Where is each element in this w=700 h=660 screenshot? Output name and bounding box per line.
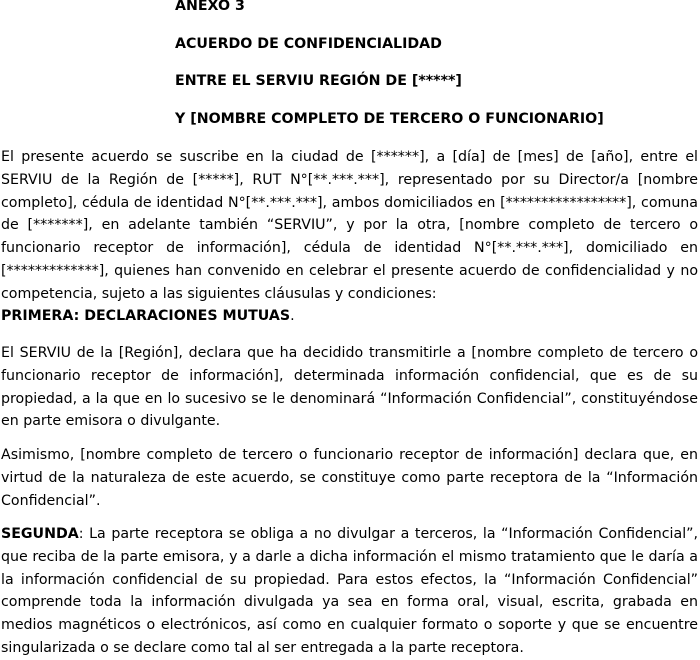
primera-paragraph-2: Asimismo, [nombre completo de tercero o funcionario receptor de información] declara que, en virtud de la naturaleza de este acuerdo, se constituye como parte receptora de la “Información Confidencial”. — [1, 447, 698, 509]
section-primera-title: PRIMERA: DECLARACIONES MUTUAS — [1, 308, 291, 324]
between-line: ENTRE EL SERVIU REGIÓN DE [*****] — [175, 73, 462, 89]
annex-label: ANEXO 3 — [175, 0, 245, 14]
primera-paragraph-1: El SERVIU de la [Región], declara que ha decidido transmitirle a [nombre completo de tercero o funcionario receptor de información], determinada información confidencial, que es de su propiedad, a la que en lo sucesivo se le denominará “Información Confidencial”, constituyéndose en parte emisora o divulgante. — [1, 345, 698, 430]
document-title: ACUERDO DE CONFIDENCIALIDAD — [175, 36, 442, 52]
section-primera-period: . — [290, 308, 295, 324]
segunda-text: : La parte receptora se obliga a no divulgar a terceros, la “Información Confidencial”, que reciba de la parte emisora, y a darle a dicha información el mismo tratamiento que le daría a la información confidencial de su propiedad. Para estos efectos, la “Información Confidencial” comprende toda la información divulgada ya sea en forma oral, visual, escrita, grabada en medios magnéticos o electrónicos, así como en cualquier formato o soporte y que se encuentre singularizada o se declare como tal al ser entregada a la parte receptora. — [1, 526, 698, 656]
section-primera-heading — [1, 306, 295, 326]
intro-paragraph: El presente acuerdo se suscribe en la ciudad de [******], a [día] de [mes] de [año], entre el SERVIU de la Región de [*****], RUT N°[**.***.***], representado por su Director/a [nombre completo], cédula de identidad N°[**.***.***], ambos domiciliados en [*****************], comuna de [*******], en adelante también “SERVIU”, y por la otra, [nombre completo de tercero o funcionario receptor de información], cédula de identidad N°[**.***.***], domiciliado en [*************], quienes han convenido en celebrar el presente acuerdo de confidencialidad y no competencia, sujeto a las siguientes cláusulas y condiciones: — [1, 149, 698, 302]
section-segunda-label: SEGUNDA — [1, 526, 79, 542]
party-line: Y [NOMBRE COMPLETO DE TERCERO O FUNCIONARIO] — [175, 111, 604, 127]
segunda-paragraph — [1, 523, 698, 660]
